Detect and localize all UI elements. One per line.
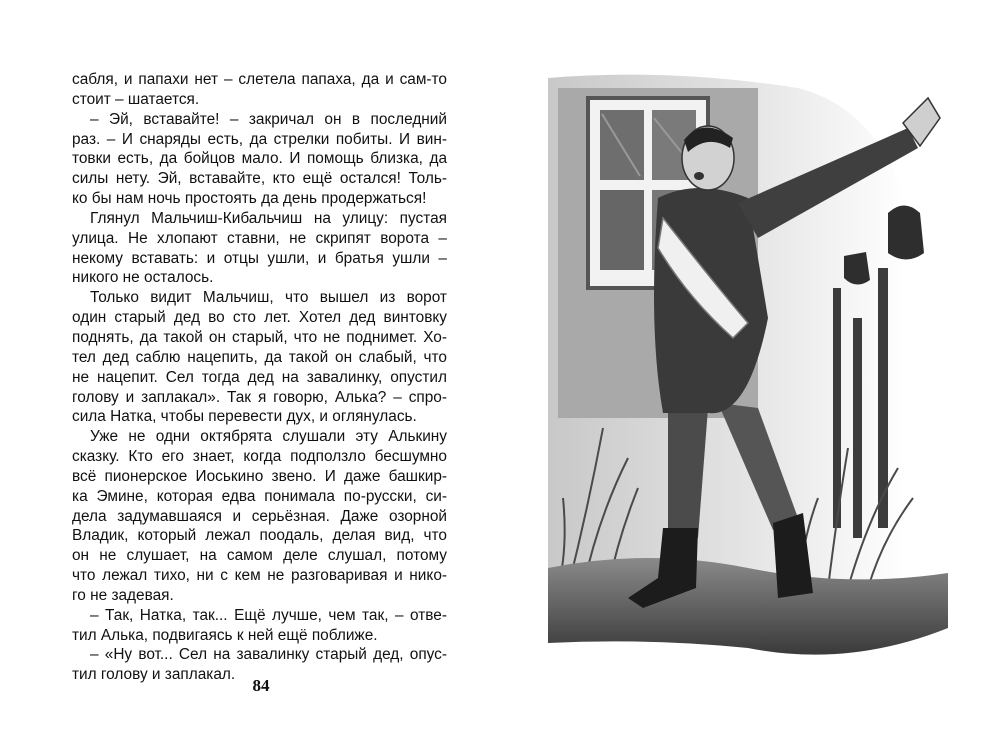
text-line: не нацепит. Сел тогда дед на завалинку, опустил [72,368,447,386]
text-line: что лежал тихо, ни с кем не разговаривая и нико- [72,567,447,585]
text-line: ка Эмине, которая едва понимала по-русски, си- [72,487,447,505]
text-line: тил голову и заплакал. [72,666,236,684]
text-line: Только видит Мальчиш, что вышел из ворот [90,289,447,307]
text-line: дела задумавшаяся и серьёзная. Даже озорной [72,507,447,525]
text-line: всё пионерское Иоськино звено. И даже башкир- [72,467,447,485]
text-line: – Так, Натка, так... Ещё лучше, чем так, – отве- [90,606,447,624]
text-line: Уже не одни октябрята слушали эту Алькину [90,428,447,446]
text-line: ко бы нам ночь простоять да день продержаться! [72,190,427,208]
text-line: он не слушает, на самом деле слушал, потому [72,547,447,565]
text-line: поднять, да такой он старый, что не поднимет. Хо- [72,328,447,346]
text-line: – Эй, вставайте! – закричал он в последний [90,110,447,128]
text-line: раз. – И снаряды есть, да стрелки побиты. И вин- [72,130,447,148]
page-number: 84 [252,676,270,695]
text-line: товки есть, да бойцов мало. И помощь близка, да [72,150,447,168]
text-line: Владик, который лежал поодаль, делая вид, что [72,527,447,545]
text-line: тел дед саблю нацепить, да такой он слабый, что [72,348,447,366]
text-line: силы нету. Эй, вставайте, кто ещё остался! Толь- [72,170,447,188]
text-line: – «Ну вот... Сел на завалинку старый дед, опус- [90,646,447,664]
page-text [72,70,447,685]
text-line: один старый дед во сто лет. Хотел дед винтовку [72,309,447,327]
text-line: некому вставать: и отцы ушли, и братья ушли – [72,249,447,267]
text-line: сила Натка, чтобы перевести дух, и оглянулась. [72,408,417,426]
text-line: голову и заплакал». Так я говорю, Алька? – спро- [72,388,447,406]
text-line: сабля, и папахи нет – слетела папаха, да и сам-то [72,71,447,88]
text-line: никого не осталось. [72,269,214,287]
text-line: стоит – шатается. [72,90,200,108]
text-line: сказку. Кто его знает, когда подползло бесшумно [72,448,447,466]
boy-with-bandaged-arm-illustration [548,68,948,678]
text-line: улица. Не хлопают ставни, не скрипят ворота – [72,229,447,247]
text-line: Глянул Мальчиш-Кибальчиш на улицу: пустая [90,209,447,227]
text-line: тил Алька, подвигаясь к ней ещё поближе. [72,626,378,644]
text-line: го не задевая. [72,586,174,604]
